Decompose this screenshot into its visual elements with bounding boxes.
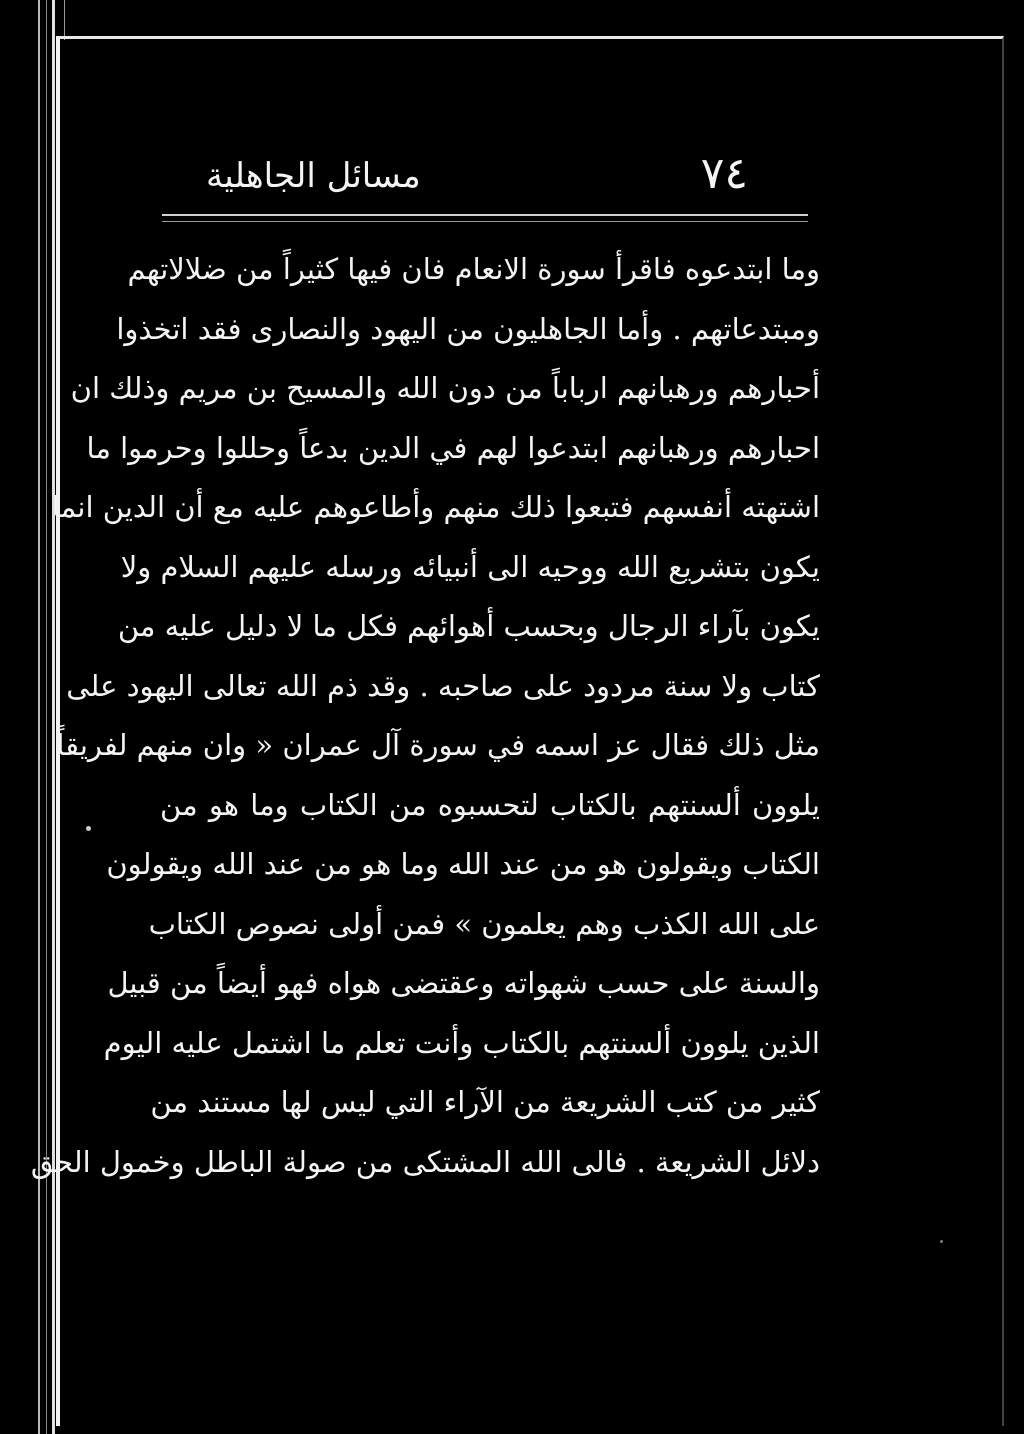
page-number: ٧٤	[700, 148, 748, 199]
text-line: يلوون ألسنتهم بالكتاب لتحسبوه من الكتاب وما هو من	[160, 787, 820, 822]
text-line: وما ابتدعوه فاقرأ سورة الانعام فان فيها كثيراً من ضلالاتهم	[127, 252, 820, 286]
text-line: يكون بآراء الرجال وبحسب أهوائهم فكل ما لا دليل عليه من	[117, 609, 820, 643]
text-line: الكتاب ويقولون هو من عند الله وما هو من عند الله ويقولون	[106, 847, 820, 881]
header-rule-bottom	[162, 221, 808, 222]
scan-speck	[86, 826, 91, 831]
scan-edge-line	[38, 0, 40, 1434]
text-line: كثير من كتب الشريعة من الآراء التي ليس لها مستند من	[150, 1085, 820, 1119]
body-text	[30, 240, 820, 1192]
text-line: دلائل الشريعة . فالى الله المشتكى من صولة الباطل وخمول الحق	[30, 1144, 820, 1179]
text-line: اشتهته أنفسهم فتبعوا ذلك منهم وأطاعوهم عليه مع أن الدين انما	[51, 490, 820, 524]
running-title: مسائل الجاهلية	[206, 156, 421, 196]
text-line: على الله الكذب وهم يعلمون » فمن أولى نصوص الكتاب	[148, 906, 820, 941]
header-rule-top	[162, 214, 808, 216]
text-line: مثل ذلك فقال عز اسمه في سورة آل عمران « وان منهم لفريقاً	[56, 728, 820, 762]
text-line: احبارهم ورهبانهم ابتدعوا لهم في الدين بدعاً وحللوا وحرموا ما	[86, 430, 820, 465]
text-line: والسنة على حسب شهواته وعقتضى هواه فهو أيضاً من قبيل	[107, 966, 820, 1000]
scan-speck	[940, 1240, 943, 1243]
page-header	[170, 140, 810, 210]
text-line: يكون بتشريع الله ووحيه الى أنبيائه ورسله عليهم السلام ولا	[120, 549, 820, 584]
text-line: الذين يلوون ألسنتهم بالكتاب وأنت تعلم ما اشتمل عليه اليوم	[103, 1025, 820, 1060]
text-line: كتاب ولا سنة مردود على صاحبه . وقد ذم الله تعالى اليهود على	[66, 668, 820, 703]
text-line: أحبارهم ورهبانهم ارباباً من دون الله والمسيح بن مريم وذلك ان	[70, 371, 820, 405]
scan-edge-line	[46, 0, 47, 1434]
text-line: ومبتدعاتهم . وأما الجاهليون من اليهود والنصارى فقد اتخذوا	[116, 311, 820, 346]
scan-edge-line	[52, 0, 55, 1434]
scan-edge-line	[64, 0, 65, 40]
